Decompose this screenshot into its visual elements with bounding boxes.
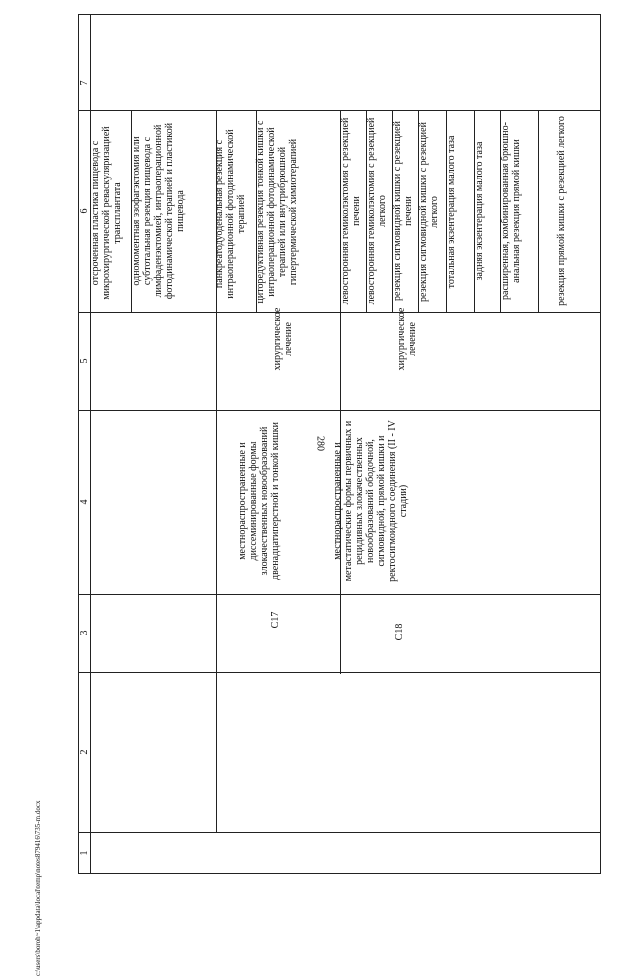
col-number-2: 2 xyxy=(78,749,90,755)
row3-col5-treatment: хирургическое лечение xyxy=(396,307,418,371)
col-divider-2-1 xyxy=(78,832,601,833)
col-number-3: 3 xyxy=(78,630,90,636)
row3-col6-item2: левосторонняя гемиколэктомия с резекцией легкого xyxy=(366,117,388,305)
row3-col6-item3: резекция сигмовидной кишки с резекцией печени xyxy=(392,121,414,301)
row3-col6-item4: резекция сигмовидной кишки с резекцией легкого xyxy=(418,122,440,302)
item-divider-r3g xyxy=(538,110,539,312)
row2-col5-treatment: хирургическое лечение xyxy=(272,307,294,371)
row2-col4-diagnosis: местнораспространенные и диссеминированные формы злокачественных новообразований двенадцатиперстной и тонкой кишки xyxy=(237,422,281,580)
row1-col6-item1: отсроченная пластика пищевода с микрохирургической реваскуляризацией трансплантата xyxy=(90,126,123,300)
col-number-1: 1 xyxy=(78,850,90,856)
page-number: 280 xyxy=(314,436,326,451)
table-border-top xyxy=(78,14,601,15)
col-number-6: 6 xyxy=(78,208,90,214)
row-divider-col2 xyxy=(216,672,217,832)
row1-col6-item2: одномоментная эзофагэктомия или субтотальная резекция пищевода с лимфаденэктомией, интраоперационной фотодинамической терапией и пластикой пищевода xyxy=(131,122,186,300)
table-border-right xyxy=(600,14,601,874)
row2-col6-item2: циторедуктивная резекция тонкой кишки с интраоперационной фотодинамической терапией или внутрибрюшной гипертермической химиотерапией xyxy=(255,120,299,304)
row2-col6-item1: панкреатодуоденальная резекция с интраоперационной фотодинамической терапией xyxy=(214,129,247,299)
row3-col6-item5: тотальная экзентерация малого таза xyxy=(446,135,457,289)
table-border-bottom xyxy=(78,873,601,874)
footer-file-path: c:\users\boroh~1\appdata\local\temp\notes879416\735-m.docx xyxy=(34,800,42,976)
row2-col3-code: C17 xyxy=(270,611,281,629)
row3-col3-code: C18 xyxy=(394,623,405,641)
row3-col6-item7: расширенная, комбинированная брюшно-анальная резекция прямой кишки xyxy=(500,122,522,300)
row3-col6-item6: задняя экзентерация малого таза xyxy=(474,141,485,281)
row3-col6-item1: левосторонняя гемиколэктомия с резекцией печени xyxy=(340,117,362,305)
row3-col6-item8: резекция прямой кишки с резекцией легкого xyxy=(556,116,567,306)
rotated-table xyxy=(78,14,601,874)
row3-col4-diagnosis: местнораспространенные и метастатические формы первичных и рецидивных злокачественных новообразований ободочной, сигмовидной, прямой кишки и ректосигмоидного соединения (II - IV стадии) xyxy=(332,420,409,582)
col-number-4: 4 xyxy=(78,499,90,505)
col-number-7: 7 xyxy=(78,80,90,86)
col-number-5: 5 xyxy=(78,358,90,364)
